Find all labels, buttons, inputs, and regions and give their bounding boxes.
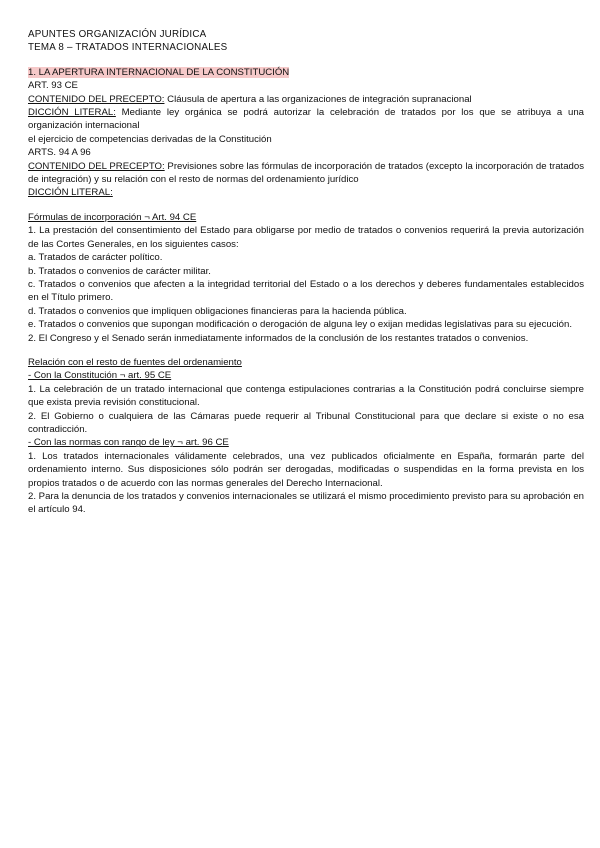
diccion-literal-93 [28, 106, 584, 133]
art-94-paragraph-1: 1. La prestación del consentimiento del Estado para obligarse por medio de tratados o convenios requerirá la previa autorización de las Cortes Generales, en los siguientes casos: [28, 225, 584, 250]
art-94-item-b: b. Tratados o convenios de carácter militar. [28, 265, 211, 277]
diccion-literal-93-cont: el ejercicio de competencias derivadas de la Constitución [28, 133, 272, 145]
document-header-line-1: APUNTES ORGANIZACIÓN JURÍDICA [28, 29, 207, 40]
document-content [28, 28, 584, 517]
art-96-paragraph-2: 2. Para la denuncia de los tratados y convenios internacionales se utilizará el mismo procedimiento previsto para su aprobación en el artículo 94. [28, 491, 584, 516]
art-94-item-d: d. Tratados o convenios que impliquen obligaciones financieras para la hacienda pública. [28, 305, 407, 317]
art-95-subheading: - Con la Constitución ¬ art. 95 CE [28, 370, 172, 382]
contenido-precepto-94-96 [28, 160, 584, 187]
art-94-item-a: a. Tratados de carácter político. [28, 252, 163, 264]
section-1-title: 1. LA APERTURA INTERNACIONAL DE LA CONSTITUCIÓN [28, 66, 290, 78]
art-93-label: ART. 93 CE [28, 80, 78, 92]
contenido-text: Cláusula de apertura a las organizaciones de integración supranacional [164, 93, 472, 105]
diccion-text: Mediante ley orgánica se podrá autorizar la celebración de tratados por los que se atribuya a una organización internacional [28, 107, 584, 132]
diccion-label: DICCIÓN LITERAL: [28, 187, 113, 199]
art-95-paragraph-1: 1. La celebración de un tratado internacional que contenga estipulaciones contrarias a la Constitución podrá concluirse siempre que exista previa revisión constitucional. [28, 383, 584, 409]
contenido-label: CONTENIDO DEL PRECEPTO: [28, 93, 165, 105]
art-94-paragraph-2: 2. El Congreso y el Senado serán inmediatamente informados de la conclusión de los restantes tratados o convenios. [28, 332, 529, 344]
diccion-literal-94-96 [28, 186, 584, 199]
contenido-text: Previsiones sobre las fórmulas de incorporación de tratados (excepto la incorporación de tratados de integración) y su relación con el resto de normas del ordenamiento jurídico [28, 160, 585, 186]
art-96-paragraph-1: 1. Los tratados internacionales válidamente celebrados, una vez publicados oficialmente en España, formarán parte del ordenamiento interno. Sus disposiciones sólo podrán ser derogadas, modificadas o suspendidas en la forma prevista en los propios tratados o de acuerdo con las normas generales del Derecho Internacional. [28, 450, 584, 489]
section-1-heading [28, 66, 584, 79]
art-96-subheading: - Con las normas con rango de ley ¬ art. 96 CE [28, 437, 229, 449]
art-94-item-e: e. Tratados o convenios que supongan modificación o derogación de alguna ley o exijan medidas legislativas para su ejecución. [28, 319, 572, 331]
art-94-item-c: c. Tratados o convenios que afecten a la integridad territorial del Estado o a los derechos y deberes fundamentales establecidos en el Título primero. [28, 278, 584, 304]
arts-94-96-label: ARTS. 94 A 96 [28, 147, 91, 159]
relacion-heading: Relación con el resto de fuentes del ordenamiento [28, 356, 242, 368]
spacer [28, 345, 584, 356]
contenido-precepto-93 [28, 93, 584, 106]
art-95-paragraph-2: 2. El Gobierno o cualquiera de las Cámaras puede requerir al Tribunal Constitucional para que declare si existe o no esa contradicción. [28, 410, 584, 435]
spacer [28, 200, 584, 211]
formulas-heading: Fórmulas de incorporación ¬ Art. 94 CE [28, 211, 197, 223]
document-header-line-2: TEMA 8 – TRATADOS INTERNACIONALES [28, 42, 228, 54]
spacer [28, 55, 584, 66]
contenido-label: CONTENIDO DEL PRECEPTO: [28, 160, 165, 172]
diccion-label: DICCIÓN LITERAL: [28, 107, 116, 119]
